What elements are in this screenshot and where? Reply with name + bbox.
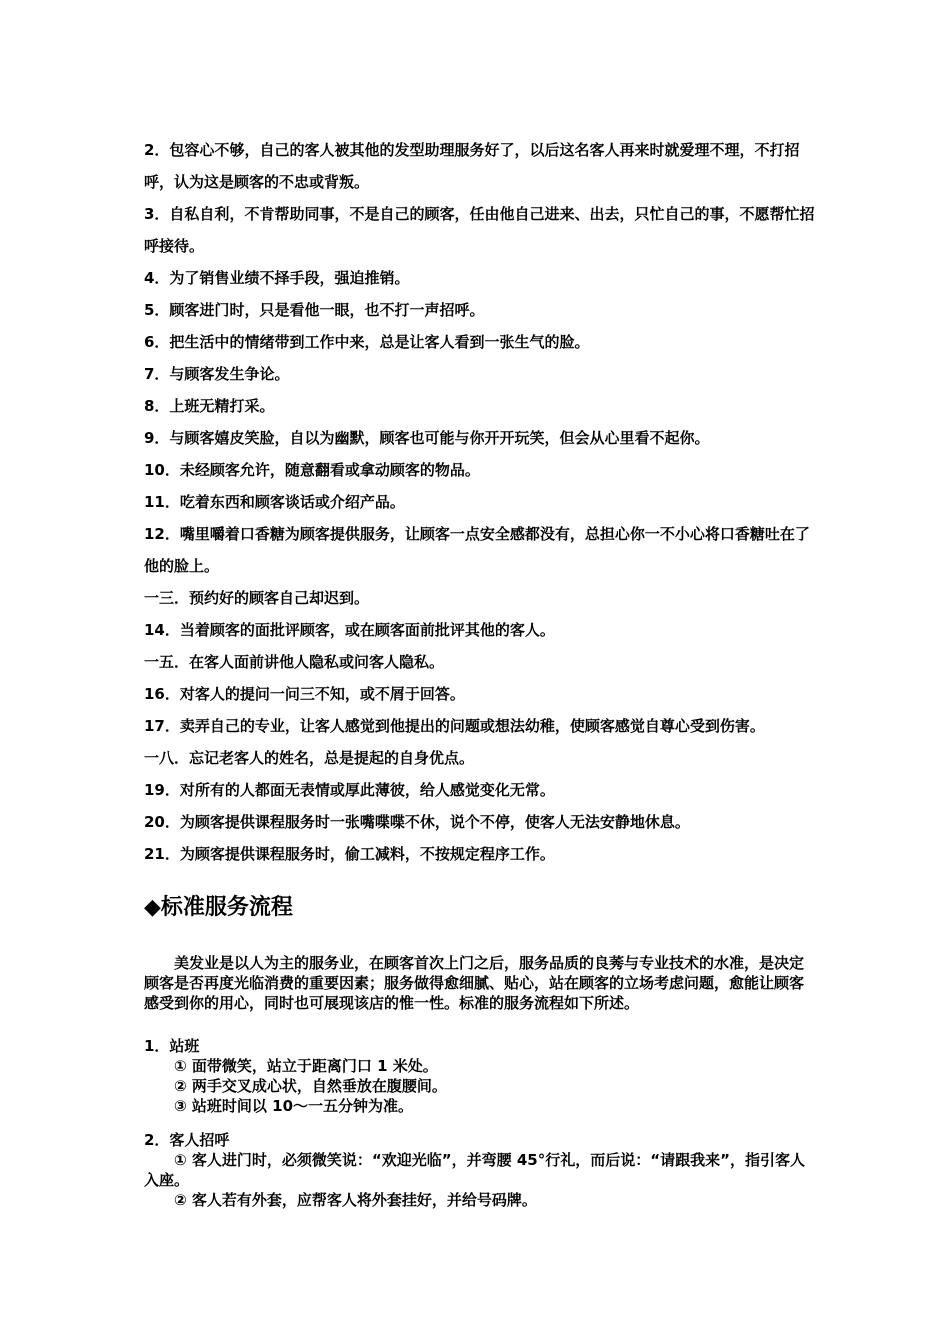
taboo-list [144, 134, 824, 870]
list-item: 一五．在客人面前讲他人隐私或问客人隐私。 [144, 653, 445, 671]
list-item: 7．与顾客发生争论。 [144, 365, 290, 383]
list-item: 19．对所有的人都面无表情或厚此薄彼，给人感觉变化无常。 [144, 781, 555, 799]
list-item: 21．为顾客提供课程服务时，偷工减料，不按规定程序工作。 [144, 845, 555, 863]
list-item: 一三．预约好的顾客自己却迟到。 [144, 589, 370, 607]
list-item: 20．为顾客提供课程服务时一张嘴喋喋不休，说个不停，使客人无法安静地休息。 [144, 813, 690, 831]
section-heading: ◆标准服务流程 [144, 895, 293, 920]
list-item: 9．与顾客嬉皮笑脸，自以为幽默，顾客也可能与你开开玩笑，但会从心里看不起你。 [144, 429, 710, 447]
list-item: 5．顾客进门时，只是看他一眼，也不打一声招呼。 [144, 301, 485, 319]
section-greeting [144, 1130, 808, 1210]
section-title: 1．站班 [144, 1037, 200, 1055]
list-item: 17．卖弄自己的专业，让客人感觉到他提出的问题或想法幼稚，使顾客感觉自尊心受到伤害。 [144, 717, 765, 735]
list-item: 16．对客人的提问一问三不知，或不屑于回答。 [144, 685, 465, 703]
list-item: 8．上班无精打采。 [144, 397, 275, 415]
list-item: 11．吃着东西和顾客谈话或介绍产品。 [144, 493, 405, 511]
sub-item: ① 客人进门时，必须微笑说：“欢迎光临”，并弯腰 45°行礼，而后说：“请跟我来”，指引客人入座。 [144, 1151, 805, 1189]
sub-item: ① 面带微笑，站立于距离门口 1 米处。 [174, 1057, 438, 1075]
list-item: 4．为了销售业绩不择手段，强迫推销。 [144, 269, 410, 287]
list-item: 14．当着顾客的面批评顾客，或在顾客面前批评其他的客人。 [144, 621, 555, 639]
list-item: 一八．忘记老客人的姓名，总是提起的自身优点。 [144, 749, 475, 767]
list-item: 12．嘴里嚼着口香糖为顾客提供服务，让顾客一点安全感都没有，总担心你一不小心将口香糖吐在了他的脸上。 [144, 525, 810, 575]
sub-item: ② 客人若有外套，应帮客人将外套挂好，并给号码牌。 [174, 1191, 537, 1209]
section-standing [144, 1036, 808, 1116]
list-item: 2．包容心不够，自己的客人被其他的发型助理服务好了，以后这名客人再来时就爱理不理，不打招呼，认为这是顾客的不忠或背叛。 [144, 141, 800, 191]
list-item: 10．未经顾客允许，随意翻看或拿动顾客的物品。 [144, 461, 480, 479]
list-item: 3．自私自利，不肯帮助同事，不是自己的顾客，任由他自己进来、出去，只忙自己的事，不愿帮忙招呼接待。 [144, 205, 815, 255]
sub-item: ③ 站班时间以 10～一五分钟为准。 [174, 1097, 414, 1115]
section-title: 2．客人招呼 [144, 1131, 230, 1149]
sub-item: ② 两手交叉成心状，自然垂放在腹腰间。 [174, 1077, 447, 1095]
intro-paragraph: 美发业是以人为主的服务业，在顾客首次上门之后，服务品质的良莠与专业技术的水准，是决定顾客是否再度光临消费的重要因素；服务做得愈细腻、贴心，站在顾客的立场考虑问题，愈能让顾客感受到你的用心，同时也可展现该店的惟一性。标准的服务流程如下所述。 [144, 954, 805, 1012]
list-item: 6．把生活中的情绪带到工作中来，总是让客人看到一张生气的脸。 [144, 333, 590, 351]
